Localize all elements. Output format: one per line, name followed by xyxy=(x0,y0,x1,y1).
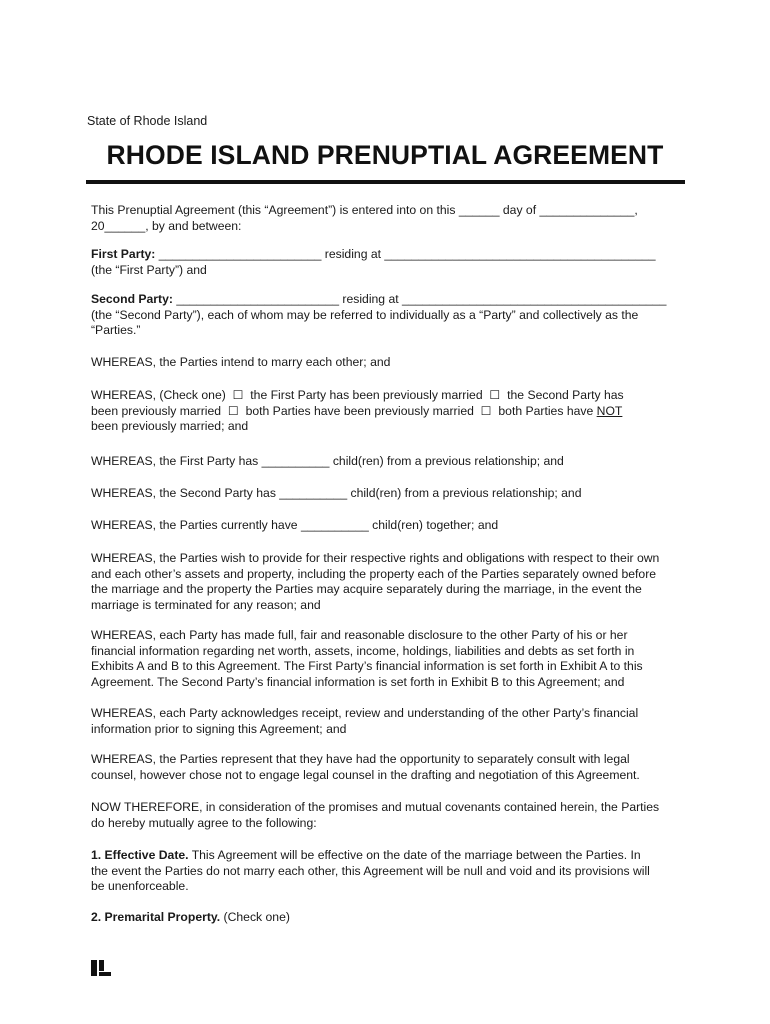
whereas-check-prefix: WHEREAS, (Check one) xyxy=(91,388,226,402)
section-check-note: (Check one) xyxy=(220,910,290,924)
intro-line: This Prenuptial Agreement (this “Agreement”) is entered into on this ______ day of ______________, xyxy=(91,203,638,217)
whereas-acknowledgement xyxy=(91,706,691,737)
whereas-disclosure xyxy=(91,628,691,690)
second-party-label: Second Party: xyxy=(91,292,173,306)
legal-templates-logo-icon xyxy=(91,960,111,976)
checkbox-first-party[interactable]: ☐ xyxy=(232,388,244,402)
whereas-first-party-children: WHEREAS, the First Party has __________ child(ren) from a previous relationship; and xyxy=(91,454,564,468)
second-party-definition: (the “Second Party”), each of whom may be referred to individually as a “Party” and collectively as the xyxy=(91,307,639,322)
whereas-rights xyxy=(91,551,691,613)
whereas-check-end: been previously married; and xyxy=(91,419,249,433)
not-emphasis: NOT xyxy=(596,403,623,418)
second-party-fields: ________________________ residing at _______________________________________ xyxy=(172,292,667,306)
paragraph-line: and each other’s assets and property, including the property each of the Parties separately owned before xyxy=(91,566,657,581)
intro-paragraph xyxy=(91,203,691,234)
paragraph-line: financial information regarding net worth, assets, income, holdings, liabilities and debts as set forth in xyxy=(91,643,635,658)
paragraph-line: This Agreement will be effective on the date of the marriage between the Parties. In xyxy=(188,848,641,862)
whereas-children-together: WHEREAS, the Parties currently have __________ child(ren) together; and xyxy=(91,518,499,532)
second-party-paragraph xyxy=(91,292,691,339)
option-second-party-cont: been previously married xyxy=(91,403,222,418)
option-both-not-married: both Parties have xyxy=(498,403,597,418)
paragraph-line: NOW THEREFORE, in consideration of the promises and mutual covenants contained herein, the Parties xyxy=(91,800,660,814)
paragraph-line: WHEREAS, each Party has made full, fair and reasonable disclosure to the other Party of his or her xyxy=(91,628,628,642)
section-effective-date xyxy=(91,848,691,895)
paragraph-line: do hereby mutually agree to the following: xyxy=(91,815,317,830)
title-divider xyxy=(86,180,685,184)
paragraph-line: WHEREAS, each Party acknowledges receipt, review and understanding of the other Party’s financial xyxy=(91,706,639,720)
paragraph-line: WHEREAS, the Parties represent that they have had the opportunity to separately consult with legal xyxy=(91,752,630,766)
paragraph-line: the event the Parties do not marry each other, this Agreement will be null and void and its provisions will xyxy=(91,863,650,878)
checkbox-second-party[interactable]: ☐ xyxy=(489,388,501,402)
first-party-paragraph xyxy=(91,247,691,278)
first-party-definition: (the “First Party”) and xyxy=(91,262,207,277)
paragraph-line: the marriage and the property the Parties may acquire separately during the marriage, in the event the xyxy=(91,582,642,596)
whereas-counsel xyxy=(91,752,691,783)
first-party-fields: ________________________ residing at ________________________________________ xyxy=(155,247,656,261)
first-party-label: First Party: xyxy=(91,247,156,261)
section-heading: 2. Premarital Property. xyxy=(91,910,221,924)
whereas-marry: WHEREAS, the Parties intend to marry each other; and xyxy=(91,355,391,369)
section-heading: 1. Effective Date. xyxy=(91,848,189,862)
paragraph-line: be unenforceable. xyxy=(91,879,189,893)
whereas-second-party-children: WHEREAS, the Second Party has __________ child(ren) from a previous relationship; and xyxy=(91,486,582,500)
whereas-previously-married xyxy=(91,388,691,435)
paragraph-line: WHEREAS, the Parties wish to provide for their respective rights and obligations with respect to their own xyxy=(91,551,660,565)
section-premarital-property xyxy=(91,910,691,926)
state-label: State of Rhode Island xyxy=(87,114,208,128)
intro-line: 20______, by and between: xyxy=(91,218,242,233)
now-therefore xyxy=(91,800,691,831)
document-title: RHODE ISLAND PRENUPTIAL AGREEMENT xyxy=(106,140,664,170)
checkbox-both-married[interactable]: ☐ xyxy=(227,403,239,418)
paragraph-line: counsel, however chose not to engage legal counsel in the drafting and negotiation of this Agreement. xyxy=(91,767,640,782)
option-second-party: the Second Party has xyxy=(507,388,624,402)
paragraph-line: Agreement. The Second Party’s financial information is set forth in Exhibit B to this Agreement; and xyxy=(91,674,625,689)
option-both-married: both Parties have been previously married xyxy=(245,403,474,418)
option-first-party: the First Party has been previously married xyxy=(250,388,483,402)
paragraph-line: marriage is terminated for any reason; and xyxy=(91,597,321,612)
paragraph-line: Exhibits A and B to this Agreement. The First Party’s financial information is set forth in Exhibit A to this xyxy=(91,659,643,673)
checkbox-both-not-married[interactable]: ☐ xyxy=(480,403,492,418)
second-party-definition: “Parties.” xyxy=(91,323,141,337)
paragraph-line: information prior to signing this Agreement; and xyxy=(91,721,347,736)
